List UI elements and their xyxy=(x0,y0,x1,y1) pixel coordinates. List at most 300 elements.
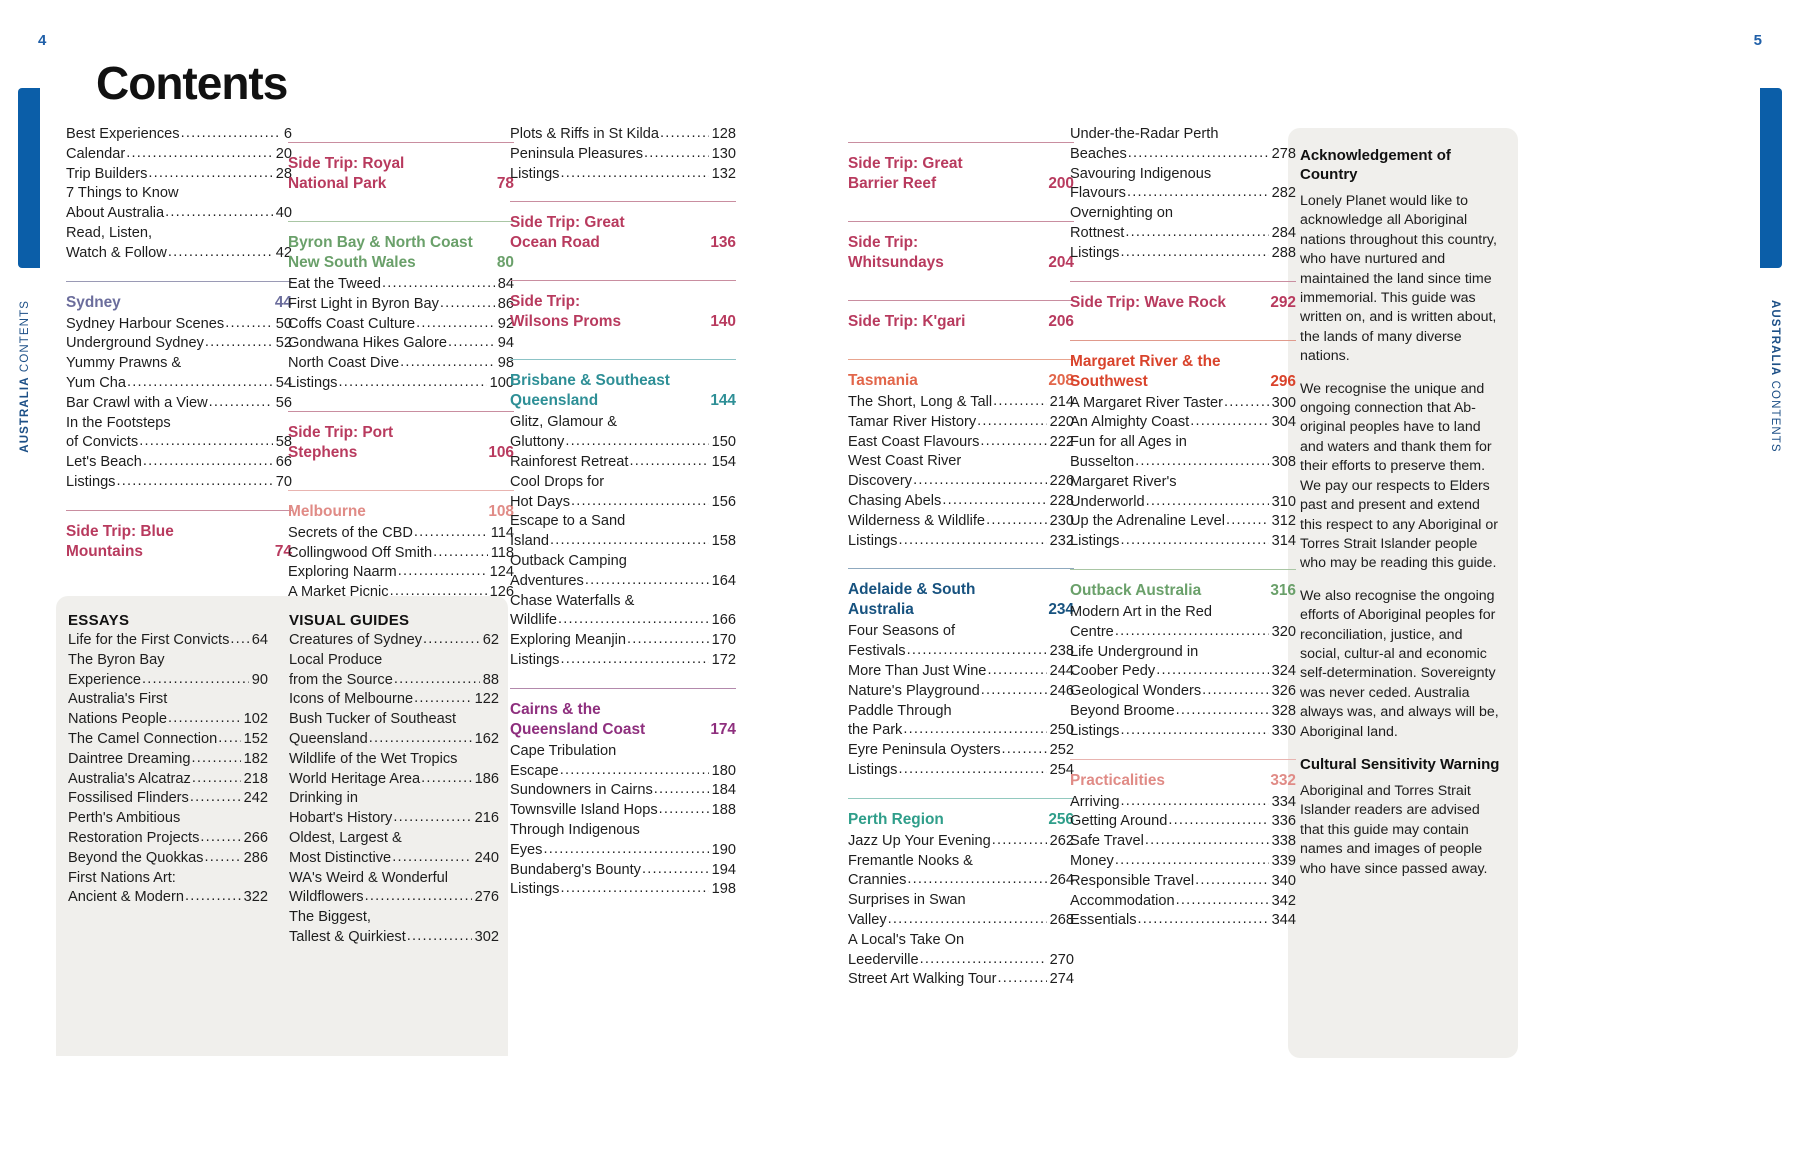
toc-entry[interactable] xyxy=(1070,493,1296,513)
toc-leader-dots xyxy=(127,373,273,393)
toc-entry[interactable] xyxy=(288,354,514,374)
toc-entry[interactable] xyxy=(1070,433,1296,453)
toc-leader-dots xyxy=(142,670,249,690)
toc-entry[interactable] xyxy=(1070,892,1296,912)
toc-entry-page: 244 xyxy=(1049,662,1074,679)
toc-entry-title: In the Footsteps xyxy=(66,414,171,431)
toc-entry[interactable] xyxy=(289,671,499,691)
toc-entry[interactable] xyxy=(848,662,1074,682)
toc-entry[interactable] xyxy=(289,888,499,908)
toc-section-title-line: Australia xyxy=(848,601,914,619)
toc-section-heading[interactable] xyxy=(510,213,736,253)
toc-entry-page: 228 xyxy=(1049,492,1074,509)
toc-entry[interactable] xyxy=(1070,453,1296,473)
toc-entry[interactable] xyxy=(848,702,1074,722)
toc-entry-title: A Market Picnic xyxy=(288,584,389,601)
toc-entry-page: 342 xyxy=(1271,892,1296,909)
toc-entry[interactable] xyxy=(848,532,1074,552)
side-label-title: AUSTRALIA xyxy=(19,376,31,453)
toc-entry[interactable] xyxy=(68,631,268,651)
toc-entry[interactable] xyxy=(510,145,736,165)
toc-entry-title: Rainforest Retreat xyxy=(510,453,629,470)
toc-section-heading[interactable] xyxy=(66,522,292,562)
toc-section-heading[interactable] xyxy=(288,502,514,522)
toc-entry[interactable] xyxy=(848,512,1074,532)
toc-entry-page: 314 xyxy=(1271,533,1296,550)
toc-entry[interactable] xyxy=(848,951,1074,971)
acknowledgement-paragraph: We recognise the unique and ongoing connection that Ab-original peoples have to land and waters and thank them for their efforts to preserve them. We pay our respects to Elders past and present and extend this respect to any Aboriginal or Torres Strait Islander people who may be reading this guide. xyxy=(1300,380,1498,572)
toc-entry-title: Listings xyxy=(1070,722,1120,739)
acknowledgement-paragraph: Lonely Planet would like to acknowledge all Aboriginal nations throughout this country, who have nurtured and maintained the land since time immemorial. This guide was written on, and is written about, the lands of many diverse nations. xyxy=(1300,193,1497,365)
toc-entry[interactable] xyxy=(66,394,292,414)
toc-entry[interactable] xyxy=(66,145,292,165)
toc-entry[interactable] xyxy=(1070,125,1296,145)
toc-section-heading[interactable] xyxy=(848,371,1074,391)
toc-section-title-line: Side Trip: xyxy=(510,293,581,311)
toc-entry[interactable] xyxy=(848,741,1074,761)
toc-leader-dots xyxy=(209,393,273,413)
toc-entry[interactable] xyxy=(848,871,1074,891)
toc-entry[interactable] xyxy=(68,888,268,908)
toc-entry[interactable] xyxy=(510,413,736,433)
toc-entry[interactable] xyxy=(68,849,268,869)
toc-section-heading[interactable] xyxy=(1070,771,1296,791)
toc-entry[interactable] xyxy=(1070,832,1296,852)
toc-entry[interactable] xyxy=(510,165,736,185)
toc-entry[interactable] xyxy=(66,204,292,224)
toc-section-page: 234 xyxy=(1048,601,1074,619)
toc-section-title-line: Side Trip: Blue xyxy=(66,522,174,540)
toc-entry[interactable] xyxy=(1070,204,1296,224)
section-perth xyxy=(848,798,1074,990)
toc-section-list xyxy=(288,524,514,603)
toc-entry[interactable] xyxy=(848,682,1074,702)
toc-entry-page: 154 xyxy=(711,453,736,470)
toc-entry-title: Adventures xyxy=(510,572,584,589)
toc-entry[interactable] xyxy=(1070,702,1296,722)
toc-entry[interactable] xyxy=(510,762,736,782)
toc-section-page: 256 xyxy=(1048,810,1074,828)
toc-entry-page: 246 xyxy=(1049,682,1074,699)
toc-section-title xyxy=(1070,352,1229,392)
toc-entry[interactable] xyxy=(848,761,1074,781)
toc-leader-dots xyxy=(997,969,1046,989)
toc-entry[interactable] xyxy=(848,433,1074,453)
toc-section-title xyxy=(510,213,633,253)
toc-entry[interactable] xyxy=(68,730,268,750)
toc-entry[interactable] xyxy=(1070,623,1296,643)
toc-entry[interactable] xyxy=(288,275,514,295)
section-wilsons-proms xyxy=(510,280,736,342)
toc-entry-title: Money xyxy=(1070,852,1114,869)
toc-entry-page: 124 xyxy=(489,564,514,581)
toc-entry[interactable] xyxy=(289,928,499,948)
toc-leader-dots xyxy=(993,392,1047,412)
toc-entry-page: 270 xyxy=(1049,951,1074,968)
toc-leader-dots xyxy=(1115,622,1269,642)
toc-entry-page: 166 xyxy=(711,612,736,629)
toc-entry-page: 310 xyxy=(1271,493,1296,510)
toc-entry[interactable] xyxy=(289,631,499,651)
toc-entry[interactable] xyxy=(1070,852,1296,872)
toc-entry-page: 268 xyxy=(1049,911,1074,928)
toc-entry-page: 334 xyxy=(1271,793,1296,810)
toc-entry-page: 336 xyxy=(1271,813,1296,830)
toc-leader-dots xyxy=(1127,183,1269,203)
toc-section-heading[interactable] xyxy=(66,293,292,313)
toc-entry[interactable] xyxy=(66,224,292,244)
toc-entry-page: 264 xyxy=(1049,872,1074,889)
toc-entry-title: Fremantle Nooks & xyxy=(848,852,973,869)
toc-section-heading[interactable] xyxy=(1070,352,1296,392)
toc-entry[interactable] xyxy=(1070,224,1296,244)
toc-entry-page: 40 xyxy=(275,205,292,222)
toc-leader-dots xyxy=(1176,701,1269,721)
toc-entry-title: West Coast River xyxy=(848,453,962,470)
toc-entry-title: Experience xyxy=(68,671,142,688)
toc-entry-title: Crannies xyxy=(848,872,907,889)
toc-entry[interactable] xyxy=(68,789,268,809)
toc-entry[interactable] xyxy=(289,869,499,889)
toc-entry-page: 300 xyxy=(1271,394,1296,411)
toc-section-title xyxy=(288,423,401,463)
toc-section-page: 332 xyxy=(1270,771,1296,789)
toc-entry-page: 58 xyxy=(275,434,292,451)
toc-entry[interactable] xyxy=(66,244,292,264)
toc-entry-page: 156 xyxy=(711,493,736,510)
toc-entry-title: Tallest & Quirkiest xyxy=(289,928,406,945)
toc-entry[interactable] xyxy=(68,770,268,790)
toc-entry[interactable] xyxy=(288,295,514,315)
toc-entry[interactable] xyxy=(68,829,268,849)
side-label-sub: CONTENTS xyxy=(19,300,31,373)
section-practicalities xyxy=(1070,759,1296,932)
toc-entry[interactable] xyxy=(1070,682,1296,702)
essays-block xyxy=(68,612,268,908)
toc-entry[interactable] xyxy=(510,592,736,612)
toc-entry-title: Calendar xyxy=(66,145,126,162)
toc-leader-dots xyxy=(191,749,240,769)
toc-section-heading[interactable] xyxy=(1070,581,1296,601)
toc-section-heading[interactable] xyxy=(848,580,1074,620)
toc-entry[interactable] xyxy=(848,452,1074,472)
toc-entry[interactable] xyxy=(848,911,1074,931)
toc-entry[interactable] xyxy=(510,552,736,572)
toc-section-title-line: Side Trip: Royal xyxy=(288,155,405,172)
toc-leader-dots xyxy=(433,543,488,563)
toc-entry-page: 238 xyxy=(1049,643,1074,660)
toc-entry[interactable] xyxy=(1070,413,1296,433)
toc-entry[interactable] xyxy=(1070,244,1296,264)
toc-section-heading[interactable] xyxy=(288,423,514,463)
toc-entry[interactable] xyxy=(288,315,514,335)
toc-entry-title: Chasing Abels xyxy=(848,492,942,509)
toc-entry[interactable] xyxy=(848,721,1074,741)
toc-entry[interactable] xyxy=(848,832,1074,852)
toc-entry-page: 340 xyxy=(1271,872,1296,889)
toc-section-list xyxy=(1070,394,1296,552)
toc-entry[interactable] xyxy=(289,849,499,869)
toc-section-page: 74 xyxy=(274,542,292,560)
section-byron-bay xyxy=(288,221,514,394)
toc-entry[interactable] xyxy=(848,852,1074,872)
toc-entry-page: 308 xyxy=(1271,453,1296,470)
toc-leader-dots xyxy=(1120,792,1268,812)
toc-leader-dots xyxy=(585,571,709,591)
toc-entry-page: 128 xyxy=(711,126,736,142)
toc-entry-title: Wilderness & Wildlife xyxy=(848,512,986,529)
toc-entry-title: Secrets of the CBD xyxy=(288,524,413,541)
toc-section-heading[interactable] xyxy=(848,233,1074,273)
toc-section-heading[interactable] xyxy=(510,371,736,411)
toc-section-title: Perth Region xyxy=(848,810,944,828)
toc-entry-page: 92 xyxy=(497,315,514,332)
toc-leader-dots xyxy=(1120,243,1268,263)
toc-entry[interactable] xyxy=(1070,911,1296,931)
toc-entry-title: Safe Travel xyxy=(1070,833,1144,850)
toc-entry[interactable] xyxy=(66,165,292,185)
toc-entry[interactable] xyxy=(848,393,1074,413)
toc-entry[interactable] xyxy=(510,572,736,592)
toc-section-title xyxy=(66,522,182,562)
toc-entry-page: 302 xyxy=(474,928,499,945)
toc-entry[interactable] xyxy=(1070,184,1296,204)
toc-entry[interactable] xyxy=(66,414,292,434)
toc-entry-page: 262 xyxy=(1049,832,1074,849)
toc-entry[interactable] xyxy=(289,770,499,790)
section-port-stephens xyxy=(288,411,514,473)
toc-leader-dots xyxy=(642,860,709,880)
toc-entry[interactable] xyxy=(68,690,268,710)
acknowledgement-block xyxy=(1300,146,1500,892)
toc-entry[interactable] xyxy=(68,651,268,671)
toc-entry[interactable] xyxy=(288,334,514,354)
toc-leader-dots xyxy=(1156,661,1268,681)
toc-entry[interactable] xyxy=(1070,473,1296,493)
toc-leader-dots xyxy=(942,491,1046,511)
toc-entry-page: 150 xyxy=(711,434,736,451)
toc-entry[interactable] xyxy=(1070,165,1296,185)
toc-entry-title: Coober Pedy xyxy=(1070,663,1156,680)
toc-entry[interactable] xyxy=(68,671,268,691)
toc-entry-title: Accommodation xyxy=(1070,892,1175,909)
toc-entry-title: Rottnest xyxy=(1070,224,1125,241)
toc-entry[interactable] xyxy=(510,453,736,473)
toc-entry-page: 84 xyxy=(497,276,514,292)
toc-entry-title: the Park xyxy=(848,722,903,739)
section-cairns xyxy=(510,688,736,900)
toc-entry-title: Modern Art in the Red xyxy=(1070,603,1212,620)
toc-entry[interactable] xyxy=(848,622,1074,642)
toc-entry[interactable] xyxy=(289,809,499,829)
toc-entry[interactable] xyxy=(66,334,292,354)
toc-entry[interactable] xyxy=(66,433,292,453)
toc-leader-dots xyxy=(913,471,1047,491)
toc-entry[interactable] xyxy=(848,970,1074,990)
toc-section-heading[interactable] xyxy=(848,312,1074,332)
toc-section-page: 136 xyxy=(710,234,736,252)
toc-entry-page: 252 xyxy=(1049,742,1074,759)
toc-leader-dots xyxy=(907,870,1046,890)
toc-entry-page: 152 xyxy=(243,730,268,747)
toc-entry[interactable] xyxy=(848,472,1074,492)
toc-entry[interactable] xyxy=(510,532,736,552)
toc-entry[interactable] xyxy=(510,651,736,671)
toc-entry[interactable] xyxy=(289,789,499,809)
toc-entry[interactable] xyxy=(1070,145,1296,165)
toc-entry-page: 330 xyxy=(1271,722,1296,739)
toc-entry[interactable] xyxy=(289,908,499,928)
toc-entry-page: 254 xyxy=(1049,761,1074,778)
toc-entry[interactable] xyxy=(1070,512,1296,532)
toc-leader-dots xyxy=(627,630,709,650)
toc-entry[interactable] xyxy=(510,801,736,821)
toc-entry-page: 188 xyxy=(711,802,736,819)
toc-leader-dots xyxy=(907,641,1047,661)
toc-entry[interactable] xyxy=(289,750,499,770)
toc-section-title xyxy=(848,580,983,620)
toc-leader-dots xyxy=(903,720,1046,740)
section-great-ocean-road xyxy=(510,201,736,263)
toc-entry[interactable] xyxy=(1070,532,1296,552)
toc-entry[interactable] xyxy=(848,642,1074,662)
toc-leader-dots xyxy=(1145,831,1269,851)
toc-leader-dots xyxy=(390,582,487,602)
toc-entry[interactable] xyxy=(510,742,736,762)
toc-entry[interactable] xyxy=(289,730,499,750)
toc-entry[interactable] xyxy=(1070,793,1296,813)
toc-entry[interactable] xyxy=(288,374,514,394)
toc-entry[interactable] xyxy=(68,809,268,829)
toc-entry[interactable] xyxy=(66,354,292,374)
toc-entry[interactable] xyxy=(848,492,1074,512)
toc-section-title-line: Cairns & the xyxy=(510,700,601,718)
toc-entry-title: Chase Waterfalls & xyxy=(510,592,635,609)
toc-entry[interactable] xyxy=(66,473,292,493)
toc-leader-dots xyxy=(1190,412,1268,432)
toc-entry-title: Fun for all Ages in xyxy=(1070,434,1187,451)
toc-entry[interactable] xyxy=(510,861,736,881)
toc-entry-title: Trip Builders xyxy=(66,165,148,182)
toc-entry-title: Best Experiences xyxy=(66,126,180,142)
toc-entry[interactable] xyxy=(510,611,736,631)
toc-entry[interactable] xyxy=(289,829,499,849)
toc-entry[interactable] xyxy=(1070,812,1296,832)
toc-entry-title: Bar Crawl with a View xyxy=(66,394,208,411)
toc-entry[interactable] xyxy=(66,184,292,204)
toc-entry[interactable] xyxy=(510,433,736,453)
toc-entry[interactable] xyxy=(288,563,514,583)
toc-entry[interactable] xyxy=(1070,872,1296,892)
toc-entry-title: Escape to a Sand xyxy=(510,513,626,530)
toc-leader-dots xyxy=(977,412,1047,432)
toc-entry[interactable] xyxy=(66,315,292,335)
toc-entry[interactable] xyxy=(288,583,514,603)
toc-entry[interactable] xyxy=(848,931,1074,951)
toc-entry[interactable] xyxy=(288,544,514,564)
toc-section-heading[interactable] xyxy=(288,233,514,273)
toc-entry-page: 284 xyxy=(1271,224,1296,241)
toc-entry-page: 42 xyxy=(275,244,292,261)
toc-section-heading[interactable] xyxy=(1070,293,1296,313)
visual-guides-list xyxy=(289,631,499,948)
toc-entry[interactable] xyxy=(1070,643,1296,663)
toc-entry[interactable] xyxy=(510,821,736,841)
toc-section-heading[interactable] xyxy=(510,292,736,332)
toc-entry[interactable] xyxy=(510,493,736,513)
toc-section-heading[interactable] xyxy=(510,700,736,740)
toc-entry-page: 114 xyxy=(490,524,514,541)
toc-entry[interactable] xyxy=(1070,662,1296,682)
toc-section-heading[interactable] xyxy=(848,810,1074,830)
toc-entry[interactable] xyxy=(848,891,1074,911)
toc-leader-dots xyxy=(218,729,240,749)
toc-section xyxy=(288,490,514,603)
toc-entry[interactable] xyxy=(1070,394,1296,414)
toc-entry[interactable] xyxy=(510,631,736,651)
toc-section-heading[interactable] xyxy=(848,154,1074,194)
toc-entry-page: 186 xyxy=(474,770,499,787)
toc-entry[interactable] xyxy=(1070,603,1296,623)
toc-entry-page: 230 xyxy=(1049,512,1074,529)
toc-leader-dots xyxy=(1176,891,1269,911)
toc-entry[interactable] xyxy=(289,690,499,710)
acknowledgement-paragraph: We also recognise the ongoing efforts of Aboriginal peoples for reconciliation, justice, and social, cultur-al and economic self-determination. Sovereignty was never ceded. Australia always was, and always will be, Aboriginal land. xyxy=(1300,587,1499,740)
toc-entry[interactable] xyxy=(289,651,499,671)
toc-entry[interactable] xyxy=(510,512,736,532)
section-tasmania xyxy=(848,359,1074,551)
toc-entry[interactable] xyxy=(510,880,736,900)
toc-leader-dots xyxy=(565,432,708,452)
toc-entry-title: Discovery xyxy=(848,473,913,490)
toc-entry-title: Listings xyxy=(848,532,898,549)
toc-entry[interactable] xyxy=(68,750,268,770)
toc-entry[interactable] xyxy=(66,374,292,394)
toc-entry[interactable] xyxy=(289,710,499,730)
toc-leader-dots xyxy=(1115,851,1269,871)
toc-entry[interactable] xyxy=(66,125,292,145)
toc-entry[interactable] xyxy=(68,869,268,889)
toc-entry[interactable] xyxy=(510,473,736,493)
toc-section-list xyxy=(848,393,1074,551)
toc-section-page: 316 xyxy=(1270,581,1296,599)
side-label-sub: CONTENTS xyxy=(1769,380,1781,453)
toc-entry[interactable] xyxy=(68,710,268,730)
toc-entry[interactable] xyxy=(288,524,514,544)
toc-entry[interactable] xyxy=(848,413,1074,433)
toc-leader-dots xyxy=(407,927,472,947)
toc-entry-title: Getting Around xyxy=(1070,813,1168,830)
toc-entry[interactable] xyxy=(510,781,736,801)
toc-section-page: 296 xyxy=(1270,372,1296,390)
toc-section xyxy=(510,280,736,342)
melbourne-continued-list xyxy=(510,125,736,184)
toc-entry[interactable] xyxy=(510,125,736,145)
toc-entry-title: Queensland xyxy=(289,730,368,747)
toc-entry-page: 326 xyxy=(1271,683,1296,700)
visual-guides-block xyxy=(289,612,499,948)
toc-entry-page: 126 xyxy=(489,584,514,601)
toc-entry[interactable] xyxy=(1070,722,1296,742)
toc-section-title-line: Wilsons Proms xyxy=(510,313,622,331)
toc-entry-title: Cool Drops for xyxy=(510,473,605,490)
toc-entry-page: 240 xyxy=(474,849,499,866)
toc-entry-title: Paddle Through xyxy=(848,702,952,719)
toc-section-heading[interactable] xyxy=(288,154,514,194)
toc-entry-page: 216 xyxy=(474,810,499,827)
toc-entry[interactable] xyxy=(510,841,736,861)
toc-entry[interactable] xyxy=(66,453,292,473)
